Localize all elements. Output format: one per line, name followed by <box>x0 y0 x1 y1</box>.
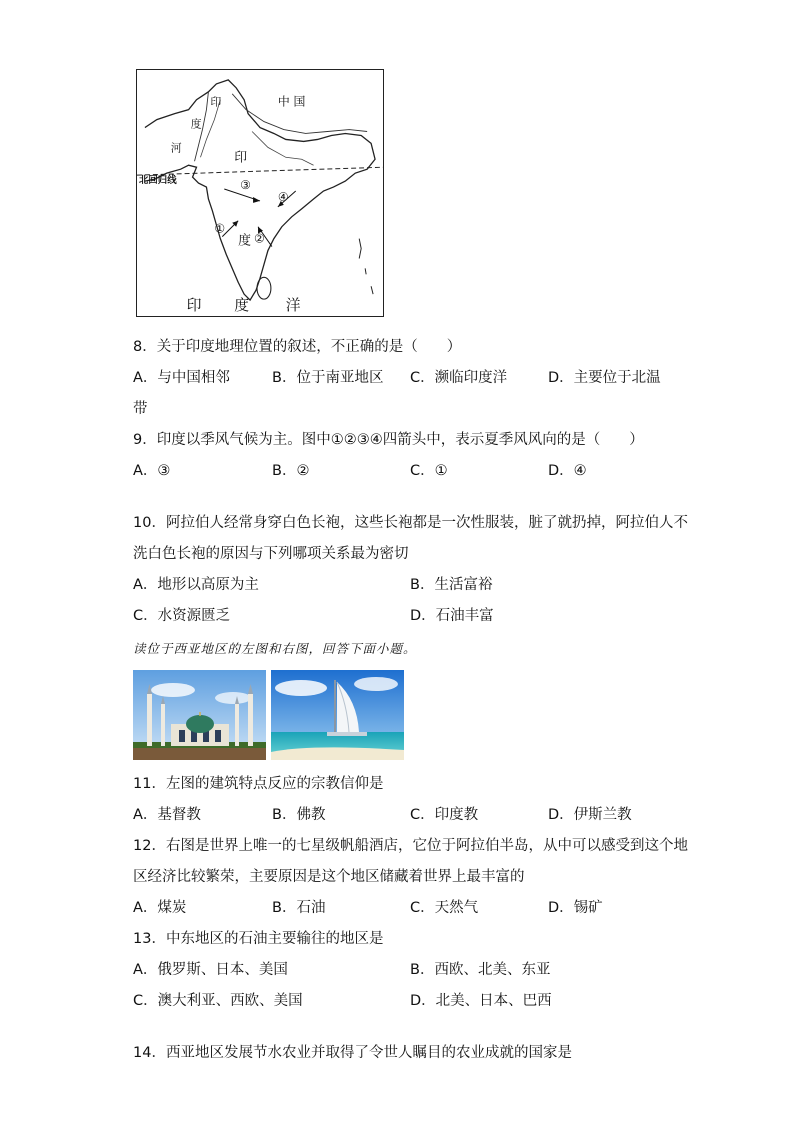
label-india-2: 度 <box>238 233 252 249</box>
label-indus-2: 度 <box>190 117 202 131</box>
q12-option-d[interactable]: D．锡矿 <box>548 900 603 916</box>
q9-option-d[interactable]: D．④ <box>548 463 587 479</box>
mosque-illustration <box>133 670 266 760</box>
q12-option-c[interactable]: C．天然气 <box>410 900 479 916</box>
question-14-stem: 14．西亚地区发展节水农业并取得了令世人瞩目的农业成就的国家是 <box>133 1045 572 1061</box>
question-11-stem: 11．左图的建筑特点反应的宗教信仰是 <box>133 776 384 792</box>
label-china: 中 国 <box>277 94 306 109</box>
label-ocean-1: 印 <box>186 296 202 315</box>
question-10-stem-line1: 10．阿拉伯人经常身穿白色长袍，这些长袍都是一次性服装，脏了就扔掉，阿拉伯人不 <box>133 515 688 531</box>
question-8-stem: 8．关于印度地理位置的叙述，不正确的是（ ） <box>133 339 462 355</box>
q13-option-b[interactable]: B．西欧、北美、东亚 <box>410 962 551 978</box>
label-tropic: 北回归线 <box>138 175 177 187</box>
label-ocean-2: 度 <box>234 296 250 315</box>
q9-option-b[interactable]: B．② <box>272 463 310 479</box>
q8-option-d-wrap: 带 <box>133 401 148 417</box>
india-map <box>136 69 384 317</box>
q9-option-c[interactable]: C．① <box>410 463 448 479</box>
sail-hotel-photo <box>271 670 404 760</box>
label-indus-3: 河 <box>170 141 182 155</box>
arrow-label-1: ① <box>214 221 226 236</box>
q9-option-a[interactable]: A．③ <box>133 463 171 479</box>
mosque-photo <box>133 670 266 760</box>
q11-option-c[interactable]: C．印度教 <box>410 807 479 823</box>
question-12-stem-line1: 12．右图是世界上唯一的七星级帆船酒店，它位于阿拉伯半岛，从中可以感受到这个地 <box>133 838 688 854</box>
ganges-river <box>252 132 314 166</box>
q10-option-d[interactable]: D．石油丰富 <box>410 608 494 624</box>
q10-option-a[interactable]: A．地形以高原为主 <box>133 577 259 593</box>
photo-intro-text: 读位于西亚地区的左图和右图，回答下面小题。 <box>133 641 417 656</box>
q13-option-c[interactable]: C．澳大利亚、西欧、美国 <box>133 993 303 1009</box>
label-ocean-3: 洋 <box>285 296 301 315</box>
q8-option-b[interactable]: B．位于南亚地区 <box>272 370 384 386</box>
india-map-drawing <box>137 70 383 316</box>
question-12-stem-line2: 区经济比较繁荣，主要原因是这个地区储藏着世界上最丰富的 <box>133 869 525 885</box>
question-10-stem-line2: 洗白色长袍的原因与下列哪项关系最为密切 <box>133 546 409 562</box>
q8-option-d[interactable]: D．主要位于北温 <box>548 370 661 386</box>
q10-option-c[interactable]: C．水资源匮乏 <box>133 608 231 624</box>
q11-option-a[interactable]: A．基督教 <box>133 807 201 823</box>
sri-lanka <box>257 277 271 299</box>
arrow-label-4: ④ <box>277 189 289 204</box>
question-9-stem: 9．印度以季风气候为主。图中①②③④四箭头中，表示夏季风风向的是（ ） <box>133 432 644 448</box>
arrow-label-3: ③ <box>240 178 251 193</box>
q12-option-b[interactable]: B．石油 <box>272 900 326 916</box>
q13-option-d[interactable]: D．北美、日本、巴西 <box>410 993 552 1009</box>
q10-option-b[interactable]: B．生活富裕 <box>410 577 493 593</box>
q11-option-d[interactable]: D．伊斯兰教 <box>548 807 632 823</box>
andaman-islands <box>359 239 373 295</box>
india-coastline <box>145 80 375 300</box>
q12-option-a[interactable]: A．煤炭 <box>133 900 187 916</box>
arrow-3-head <box>253 197 260 203</box>
q8-option-c[interactable]: C．濒临印度洋 <box>410 370 508 386</box>
label-indus-1: 印 <box>210 95 222 109</box>
q11-option-b[interactable]: B．佛教 <box>272 807 326 823</box>
sail-hotel-illustration <box>271 670 404 760</box>
label-india-1: 印 <box>234 150 248 166</box>
arrow-label-2: ② <box>254 231 265 246</box>
question-13-stem: 13．中东地区的石油主要输往的地区是 <box>133 931 384 947</box>
q8-option-a[interactable]: A．与中国相邻 <box>133 370 230 386</box>
q13-option-a[interactable]: A．俄罗斯、日本、美国 <box>133 962 288 978</box>
